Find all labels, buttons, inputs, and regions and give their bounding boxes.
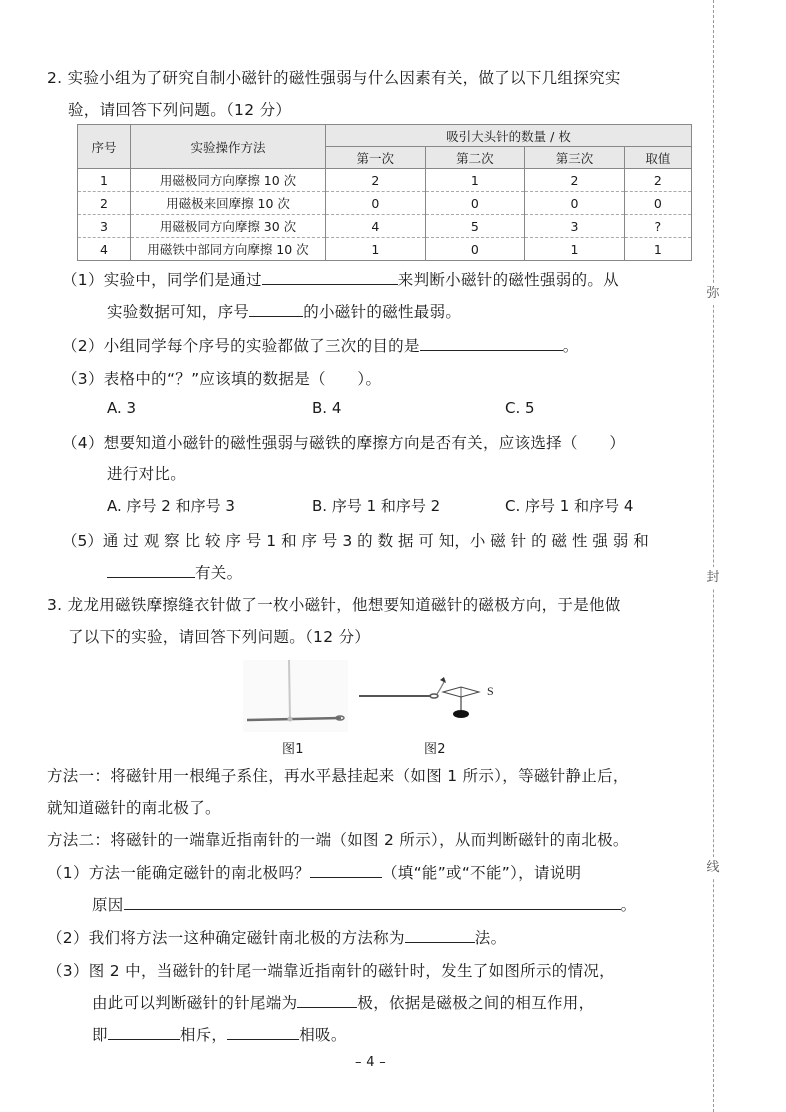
th-index: 序号 bbox=[78, 125, 131, 169]
cell-value: 0 bbox=[525, 192, 625, 215]
q2-s2-line bbox=[62, 334, 579, 356]
th-third: 第三次 bbox=[525, 147, 625, 169]
q2-s4-line2: 进行对比。 bbox=[107, 465, 187, 483]
q2-data-table bbox=[77, 124, 692, 261]
q2-s4-option-b[interactable]: B. 序号 1 和序号 2 bbox=[312, 497, 441, 515]
cell-index: 2 bbox=[78, 192, 131, 215]
cell-method: 用磁铁中部同方向摩擦 10 次 bbox=[131, 238, 326, 261]
thread bbox=[289, 660, 290, 720]
cell-value: 1 bbox=[425, 169, 525, 192]
cell-method: 用磁极来回摩擦 10 次 bbox=[131, 192, 326, 215]
fig1-caption: 图1 bbox=[282, 742, 304, 757]
q3-s1-line1 bbox=[47, 861, 581, 883]
figure-2-compass-needle bbox=[357, 674, 502, 722]
th-method: 实验操作方法 bbox=[131, 125, 326, 169]
q2-s5-line1: （5）通 过 观 察 比 较 序 号 1 和 序 号 3 的 数 据 可 知，小 磁 针 的 磁 性 强 弱 和 bbox=[62, 532, 649, 550]
q3-s3-text-f: 相吸。 bbox=[299, 1026, 347, 1044]
q2-s3-option-a[interactable]: A. 3 bbox=[107, 399, 137, 417]
margin-char-feng: 封 bbox=[702, 567, 724, 589]
q3-s2-text-a: （2）我们将方法一这种确定磁针南北极的方法称为 bbox=[47, 929, 405, 947]
cell-index: 4 bbox=[78, 238, 131, 261]
cell-value: 0 bbox=[425, 192, 525, 215]
cell-value: 3 bbox=[525, 215, 625, 238]
q3-s1-text-a: （1）方法一能确定磁针的南北极吗？ bbox=[47, 864, 310, 882]
q2-s1-text-c: 实验数据可知，序号 bbox=[107, 303, 250, 321]
q3-s2-answer-blank[interactable] bbox=[405, 926, 475, 943]
q2-s4-option-c[interactable]: C. 序号 1 和序号 4 bbox=[505, 497, 634, 515]
cell-value: 5 bbox=[425, 215, 525, 238]
q2-s1-answer-blank-2[interactable] bbox=[249, 300, 303, 317]
th-first: 第一次 bbox=[326, 147, 426, 169]
q3-s3-text-e: 相斥， bbox=[179, 1026, 228, 1044]
q2-s4-option-a[interactable]: A. 序号 2 和序号 3 bbox=[107, 497, 235, 515]
q2-s3-option-b[interactable]: B. 4 bbox=[312, 399, 342, 417]
cell-method: 用磁极同方向摩擦 30 次 bbox=[131, 215, 326, 238]
q3-s2-text-b: 法。 bbox=[474, 929, 507, 947]
q2-s1-answer-blank-1[interactable] bbox=[262, 268, 398, 285]
th-count-group: 吸引大头针的数量 / 枚 bbox=[326, 125, 692, 147]
q3-s3-line2 bbox=[92, 991, 594, 1013]
cell-value: 4 bbox=[326, 215, 426, 238]
cell-index: 1 bbox=[78, 169, 131, 192]
th-value: 取值 bbox=[624, 147, 691, 169]
q3-s3-line3 bbox=[92, 1023, 347, 1045]
cell-value: 0 bbox=[326, 192, 426, 215]
q3-s3-text-d: 即 bbox=[92, 1026, 108, 1044]
q2-s3-option-c[interactable]: C. 5 bbox=[505, 399, 535, 417]
cell-value: ? bbox=[624, 215, 691, 238]
q2-s2-text-a: （2）小组同学每个序号的实验都做了三次的目的是 bbox=[62, 337, 420, 355]
cell-value: 2 bbox=[326, 169, 426, 192]
q3-intro-line1: 3. 龙龙用磁铁摩擦缝衣针做了一枚小磁针，他想要知道磁针的磁极方向，于是他做 bbox=[47, 596, 621, 614]
fig2-s-label: S bbox=[487, 684, 494, 698]
q3-s1-text-d: 。 bbox=[620, 896, 637, 914]
cell-value: 2 bbox=[624, 169, 691, 192]
q2-s1-text-a: （1）实验中，同学们是通过 bbox=[62, 271, 262, 289]
table-row bbox=[78, 169, 692, 192]
q2-s5-text-b: 有关。 bbox=[195, 564, 243, 582]
q2-s3-line: （3）表格中的“？”应该填的数据是（ ）。 bbox=[62, 370, 382, 388]
q2-s2-answer-blank[interactable] bbox=[420, 334, 563, 351]
q3-s3-text-c: 极，依据是磁极之间的相互作用， bbox=[357, 994, 595, 1012]
q2-intro-line2: 验，请回答下列问题。（12 分） bbox=[68, 101, 292, 119]
cell-value: 0 bbox=[624, 192, 691, 215]
q3-s1-answer-blank-2[interactable] bbox=[124, 893, 621, 910]
cell-value: 1 bbox=[326, 238, 426, 261]
q3-s1-line2 bbox=[92, 893, 636, 915]
th-second: 第二次 bbox=[425, 147, 525, 169]
cell-value: 2 bbox=[525, 169, 625, 192]
q3-s3-answer-blank-3[interactable] bbox=[227, 1023, 299, 1040]
q3-method1-line1: 方法一：将磁针用一根绳子系住，再水平悬挂起来（如图 1 所示），等磁针静止后， bbox=[47, 767, 629, 785]
cell-value: 0 bbox=[425, 238, 525, 261]
q2-intro-line1: 2. 实验小组为了研究自制小磁针的磁性强弱与什么因素有关，做了以下几组探究实 bbox=[47, 69, 621, 87]
fig2-caption: 图2 bbox=[424, 742, 446, 757]
q2-s1-text-b: 来判断小磁针的磁性强弱的。从 bbox=[397, 271, 619, 289]
compass-stand bbox=[453, 710, 469, 718]
cell-value: 1 bbox=[624, 238, 691, 261]
cell-value: 1 bbox=[525, 238, 625, 261]
q2-s4-line1: （4）想要知道小磁针的磁性强弱与磁铁的摩擦方向是否有关，应该选择（ ） bbox=[62, 434, 626, 452]
margin-char-mi: 弥 bbox=[702, 283, 724, 305]
cell-index: 3 bbox=[78, 215, 131, 238]
q3-s3-answer-blank-2[interactable] bbox=[108, 1023, 180, 1040]
table-row bbox=[78, 215, 692, 238]
q3-s3-answer-blank-1[interactable] bbox=[297, 991, 357, 1008]
q3-method2-line: 方法二：将磁针的一端靠近指南针的一端（如图 2 所示），从而判断磁针的南北极。 bbox=[47, 831, 629, 849]
q3-s1-text-b: （填“能”或“不能”），请说明 bbox=[381, 864, 582, 882]
table-row bbox=[78, 238, 692, 261]
q2-s1-line2 bbox=[107, 300, 461, 322]
q3-s3-line1: （3）图 2 中，当磁针的针尾一端靠近指南针的磁针时，发生了如图所示的情况， bbox=[47, 962, 615, 980]
q2-s1-line1 bbox=[62, 268, 619, 290]
q3-s3-text-b: 由此可以判断磁针的针尾端为 bbox=[92, 994, 298, 1012]
q3-s1-answer-blank-1[interactable] bbox=[310, 861, 382, 878]
q2-s5-line2 bbox=[107, 561, 242, 583]
page-number: – 4 – bbox=[355, 1055, 387, 1070]
q3-method1-line2: 就知道磁针的南北极了。 bbox=[47, 799, 221, 817]
q2-s2-text-b: 。 bbox=[562, 337, 579, 355]
q3-s1-text-c: 原因 bbox=[92, 896, 124, 914]
cell-method: 用磁极同方向摩擦 10 次 bbox=[131, 169, 326, 192]
q3-intro-line2: 了以下的实验，请回答下列问题。（12 分） bbox=[68, 628, 371, 646]
table-row bbox=[78, 192, 692, 215]
margin-char-xian: 线 bbox=[702, 857, 724, 879]
figure-1-hanging-needle bbox=[243, 660, 348, 732]
q3-s2-line bbox=[47, 926, 506, 948]
binding-margin-line bbox=[713, 0, 714, 1112]
q2-s1-text-d: 的小磁针的磁性最弱。 bbox=[303, 303, 462, 321]
q2-s5-answer-blank[interactable] bbox=[107, 561, 195, 578]
